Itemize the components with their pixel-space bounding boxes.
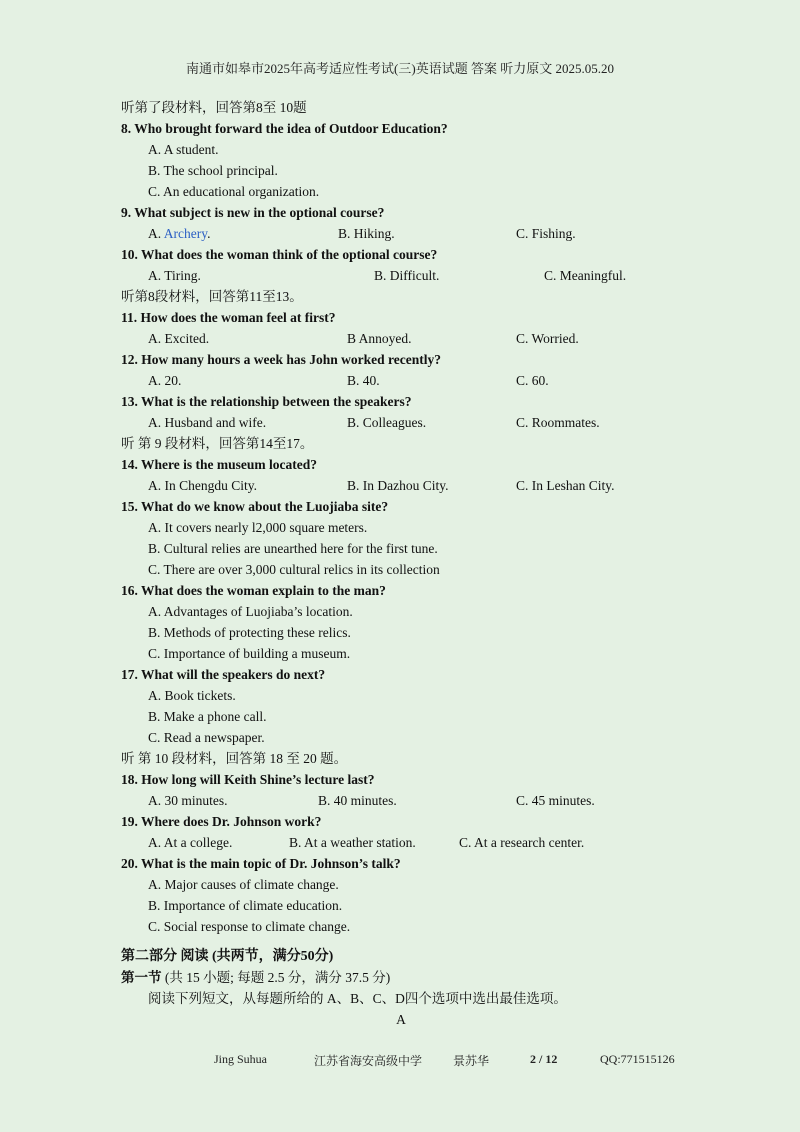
question-18: 18. How long will Keith Shine’s lecture last? (121, 772, 375, 787)
option-13b: B. Colleagues. (347, 415, 427, 430)
option-13c: C. Roommates. (516, 415, 600, 430)
option-8a: A. A student. (148, 142, 219, 157)
question-16: 16. What does the woman explain to the man? (121, 583, 386, 598)
option-20b: B. Importance of climate education. (148, 898, 343, 913)
question-15: 15. What do we know about the Luojiaba site? (121, 499, 389, 514)
section-heading-8: 听第8段材料，回答第11至13。 (121, 289, 303, 304)
part-two-title: 第二部分 阅读 (共两节，满分50分) (121, 949, 334, 964)
options-12 (121, 370, 721, 391)
option-17c: C. Read a newspaper. (148, 730, 265, 745)
option-14c: C. In Leshan City. (516, 478, 615, 493)
page-header: 南通市如皋市2025年高考适应性考试(三)英语试题 答案 听力原文 2025.05.20 (186, 61, 614, 76)
option-20c: C. Social response to climate change. (148, 919, 351, 934)
reading-instruction: 阅读下列短文，从每题所给的 A、B、C、D四个选项中选出最佳选项。 (148, 991, 567, 1006)
document-body (121, 97, 721, 1030)
option-9a (148, 223, 211, 244)
section-heading-9: 听 第 9 段材料，回答第14至17。 (121, 436, 314, 451)
option-19b: B. At a weather station. (289, 835, 416, 850)
section-one-text: (共 15 小题; 每题 2.5 分，满分 37.5 分) (161, 970, 391, 985)
section-one-label: 第一节 (121, 970, 162, 985)
option-12a: A. 20. (148, 373, 182, 388)
question-17: 17. What will the speakers do next? (121, 667, 326, 682)
option-18c: C. 45 minutes. (516, 793, 595, 808)
option-19c: C. At a research center. (459, 835, 585, 850)
section-one-line (121, 967, 721, 988)
option-14b: B. In Dazhou City. (347, 478, 449, 493)
option-19a: A. At a college. (148, 835, 233, 850)
question-12: 12. How many hours a week has John worked recently? (121, 352, 442, 367)
option-16a: A. Advantages of Luojiaba’s location. (148, 604, 353, 619)
option-17b: B. Make a phone call. (148, 709, 267, 724)
option-8c: C. An educational organization. (148, 184, 320, 199)
option-12c: C. 60. (516, 373, 549, 388)
question-19: 19. Where does Dr. Johnson work? (121, 814, 322, 829)
question-10: 10. What does the woman think of the optional course? (121, 247, 438, 262)
footer-author: Jing Suhua (214, 1052, 268, 1066)
option-12b: B. 40. (347, 373, 380, 388)
option-16b: B. Methods of protecting these relics. (148, 625, 351, 640)
page-footer (0, 1052, 800, 1070)
options-14 (121, 475, 721, 496)
section-heading-7: 听第了段材料，回答第8至 10题 (121, 100, 307, 115)
question-20: 20. What is the main topic of Dr. Johnson’s talk? (121, 856, 401, 871)
footer-name: 景苏华 (453, 1054, 490, 1068)
options-9 (121, 223, 721, 244)
option-18a: A. 30 minutes. (148, 793, 228, 808)
option-9b: B. Hiking. (338, 226, 395, 241)
option-15c: C. There are over 3,000 cultural relics in its collection (148, 562, 440, 577)
page-number: 2 / 12 (530, 1052, 558, 1066)
option-11a: A. Excited. (148, 331, 210, 346)
option-15b: B. Cultural relies are unearthed here for the first tune. (148, 541, 438, 556)
question-13: 13. What is the relationship between the speakers? (121, 394, 412, 409)
archery-link[interactable]: Archery (163, 226, 208, 241)
options-10 (121, 265, 721, 286)
question-8: 8. Who brought forward the idea of Outdoor Education? (121, 121, 448, 136)
footer-qq: QQ:771515126 (600, 1052, 675, 1066)
option-9a-suffix: . (207, 226, 211, 241)
question-9: 9. What subject is new in the optional course? (121, 205, 385, 220)
option-10c: C. Meaningful. (544, 268, 627, 283)
option-11c: C. Worried. (516, 331, 579, 346)
options-11 (121, 328, 721, 349)
option-10b: B. Difficult. (374, 268, 440, 283)
option-16c: C. Importance of building a museum. (148, 646, 351, 661)
option-10a: A. Tiring. (148, 268, 201, 283)
options-13 (121, 412, 721, 433)
footer-school: 江苏省海安高级中学 (314, 1054, 423, 1068)
section-heading-10: 听 第 10 段材料，回答第 18 至 20 题。 (121, 751, 348, 766)
question-11: 11. How does the woman feel at first? (121, 310, 336, 325)
question-14: 14. Where is the museum located? (121, 457, 317, 472)
option-14a: A. In Chengdu City. (148, 478, 257, 493)
option-9c: C. Fishing. (516, 226, 576, 241)
option-11b: B Annoyed. (347, 331, 412, 346)
options-19 (121, 832, 721, 853)
option-15a: A. It covers nearly l2,000 square meters. (148, 520, 368, 535)
option-13a: A. Husband and wife. (148, 415, 267, 430)
option-18b: B. 40 minutes. (318, 793, 397, 808)
options-18 (121, 790, 721, 811)
option-9a-prefix: A. (148, 226, 164, 241)
passage-label: A (396, 1012, 406, 1027)
option-17a: A. Book tickets. (148, 688, 236, 703)
option-20a: A. Major causes of climate change. (148, 877, 339, 892)
option-8b: B. The school principal. (148, 163, 278, 178)
